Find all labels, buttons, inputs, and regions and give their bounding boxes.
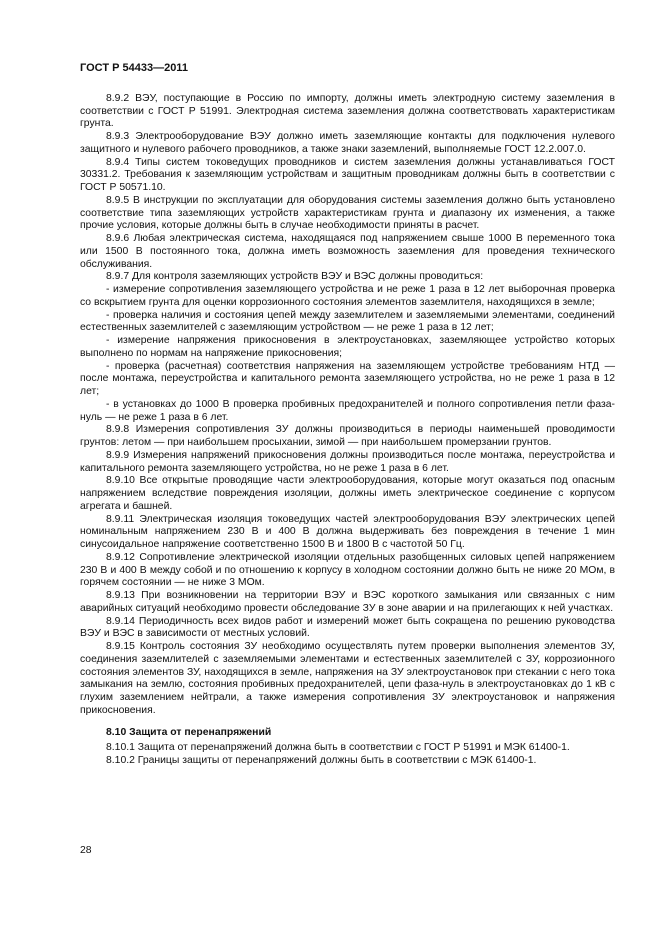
list-item-circuits: - проверка наличия и состояния цепей между заземлителем и заземляемыми элементами, соединений естественных заземлителей с заземляющим устройством — не реже 1 раза в 12 лет; bbox=[80, 309, 615, 334]
paragraph-8-9-6: 8.9.6 Любая электрическая система, находящаяся под напряжением свыше 1000 В переменного тока или 1500 В постоянного тока, должна иметь возможность заземления для проведения технического обслуживания. bbox=[80, 233, 615, 270]
list-item-fuses: - в установках до 1000 В проверка пробивных предохранителей и полного сопротивления петли фаза-нуль — не реже 1 раза в 6 лет. bbox=[80, 398, 615, 423]
paragraph-8-9-9: 8.9.9 Измерения напряжений прикосновения должны производиться после монтажа, переустройства и капитального ремонта заземляющего устройства, но не реже 1 раза в 6 лет. bbox=[80, 449, 615, 474]
paragraph-8-9-13: 8.9.13 При возникновении на территории ВЭУ и ВЭС короткого замыкания или связанных с ним аварийных ситуаций необходимо провести обследование ЗУ в зоне аварии и на прилегающих к ней участках. bbox=[80, 590, 615, 614]
paragraph-8-9-10: 8.9.10 Все открытые проводящие части электрооборудования, которые могут оказаться под опасным напряжением вследствие повреждения изоляции, должны иметь электрическое соединение с корпусом агрегата и башней. bbox=[80, 475, 615, 512]
paragraph-8-9-15: 8.9.15 Контроль состояния ЗУ необходимо осуществлять путем проверки выполнения элементов ЗУ, соединения заземлителей с заземляемыми элементами и естественных заземлителей с ЗУ, коррозионного состояния элементов ЗУ, находящихся в земле, напряжения на ЗУ электроустановок при стекании с него тока замыкания на землю, состояния пробивных предохранителей, цепи фаза-нуль в электроустановках до 1 кВ с глухим заземлением нейтрали, а также измерения сопротивления ЗУ электроустановок и напряжения прикосновения. bbox=[80, 641, 615, 716]
paragraph-8-9-7: 8.9.7 Для контроля заземляющих устройств ВЭУ и ВЭС должны проводиться: bbox=[106, 271, 484, 283]
paragraph-8-9-3: 8.9.3 Электрооборудование ВЭУ должно иметь заземляющие контакты для подключения нулевого защитного и нулевого рабочего проводников, а также знаки заземлений, выполняемые ГОСТ 12.2.007.0. bbox=[80, 131, 615, 155]
body-text bbox=[80, 93, 615, 718]
paragraph-8-10-2: 8.10.2 Границы защиты от перенапряжений должны быть в соответствии с МЭК 61400-1. bbox=[106, 755, 537, 766]
paragraph-8-10-1: 8.10.1 Защита от перенапряжений должна быть в соответствии с ГОСТ Р 51991 и МЭК 61400-1. bbox=[106, 742, 570, 754]
list-item-resistance: - измерение сопротивления заземляющего устройства и не реже 1 раза в 12 лет выборочная проверка со вскрытием грунта для оценки коррозионного состояния элементов заземлителя, находящихся в земле; bbox=[80, 284, 615, 308]
paragraph-8-9-5: 8.9.5 В инструкции по эксплуатации для оборудования системы заземления должно быть установлено соответствие типа заземляющих устройств характеристикам грунта и диапазону их изменения, а также прочие условия, которые должны быть в случае необходимости приняты в расчет. bbox=[80, 194, 615, 232]
page-number: 28 bbox=[80, 845, 92, 856]
list-item-calculated-check: - проверка (расчетная) соответствия напряжения на заземляющем устройстве требованиям НТД — после монтажа, переустройства и капитального ремонта заземляющего устройства, но не реже 1 раза в 12 лет; bbox=[80, 360, 615, 397]
document-header: ГОСТ Р 54433—2011 bbox=[80, 62, 188, 74]
paragraph-8-9-12: 8.9.12 Сопротивление электрической изоляции отдельных разобщенных силовых цепей напряжением 230 В и 400 В между собой и по отношению к корпусу в холодном состоянии должно быть не ниже 20 МОм, в горячем состоянии — не ниже 3 МОм. bbox=[80, 551, 615, 589]
paragraph-8-9-11: 8.9.11 Электрическая изоляция токоведущих частей электрооборудования ВЭУ электрических цепей номинальным напряжением 230 В и 400 В должна выдерживать без повреждения в течение 1 мин синусоидальное напряжение соответственно 1500 В и 1800 В с частотой 50 Гц. bbox=[80, 513, 615, 550]
paragraph-8-9-8: 8.9.8 Измерения сопротивления ЗУ должны производиться в периоды наименьшей проводимости грунтов: летом — при наибольшем просыхании, зимой — при наибольшем промерзании грунтов. bbox=[80, 424, 615, 448]
paragraph-8-9-2: 8.9.2 ВЭУ, поступающие в Россию по импорту, должны иметь электродную систему заземления в соответствии с ГОСТ Р 51991. Электродная система заземления должна соответствовать характеристикам грунта. bbox=[80, 92, 615, 130]
paragraph-8-9-14: 8.9.14 Периодичность всех видов работ и измерений может быть сокращена по решению руководства ВЭУ и ВЭС в зависимости от местных условий. bbox=[80, 615, 615, 640]
list-item-touch-voltage: - измерение напряжения прикосновения в электроустановках, заземляющее устройство которых выполнено по нормам на напряжение прикосновения; bbox=[80, 335, 615, 359]
section-title: 8.10 Защита от перенапряжений bbox=[106, 726, 272, 738]
paragraph-8-9-4: 8.9.4 Типы систем токоведущих проводников и систем заземления должны устанавливаться ГОСТ 30331.2. Требования к заземляющим устройствам и защитным проводникам должны быть в соответствии с ГОСТ Р 50571.10. bbox=[80, 156, 615, 193]
